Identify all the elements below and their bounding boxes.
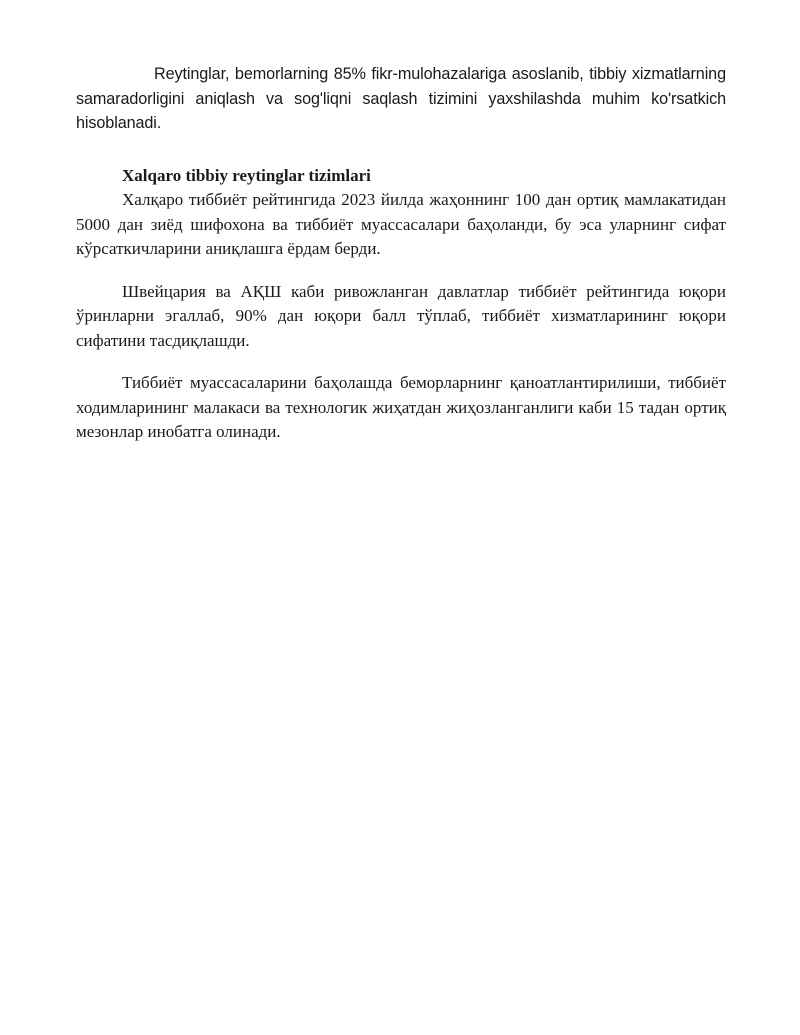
body-paragraph-2: Швейцария ва АҚШ каби ривожланган давлатлар тиббиёт рейтингида юқори ўринларни эгаллаб, 90% дан юқори балл тўплаб, тиббиёт хизматларининг юқори сифатини тасдиқлашди. xyxy=(76,281,726,350)
intro-paragraph: Reytinglar, bemorlarning 85% fikr-mulohazalariga asoslanib, tibbiy xizmatlarning samaradorligini aniqlash va sog'liqni saqlash tizimini yaxshilashda muhim ko'rsatkich hisoblanadi. xyxy=(76,65,726,132)
spacer xyxy=(76,262,726,280)
document-page xyxy=(76,62,726,445)
body-paragraph-3: Тиббиёт муассасаларини баҳолашда беморларнинг қаноатлантирилиши, тиббиёт ходимларининг малакаси ва технологик жиҳатдан жиҳозланганлиги каби 15 тадан ортиқ мезонлар инобатга олинади. xyxy=(76,373,726,441)
body-paragraph-1: Халқаро тиббиёт рейтингида 2023 йилда жаҳоннинг 100 дан ортиқ мамлакатидан 5000 дан зиёд шифохона ва тиббиёт муассасалари баҳоланди, бу эса уларнинг сифат кўрсаткичларини аниқлашга ёрдам берди. xyxy=(76,190,726,258)
spacer xyxy=(76,136,726,164)
spacer xyxy=(76,353,726,371)
section-heading: Xalqaro tibbiy reytinglar tizimlari xyxy=(122,165,371,185)
